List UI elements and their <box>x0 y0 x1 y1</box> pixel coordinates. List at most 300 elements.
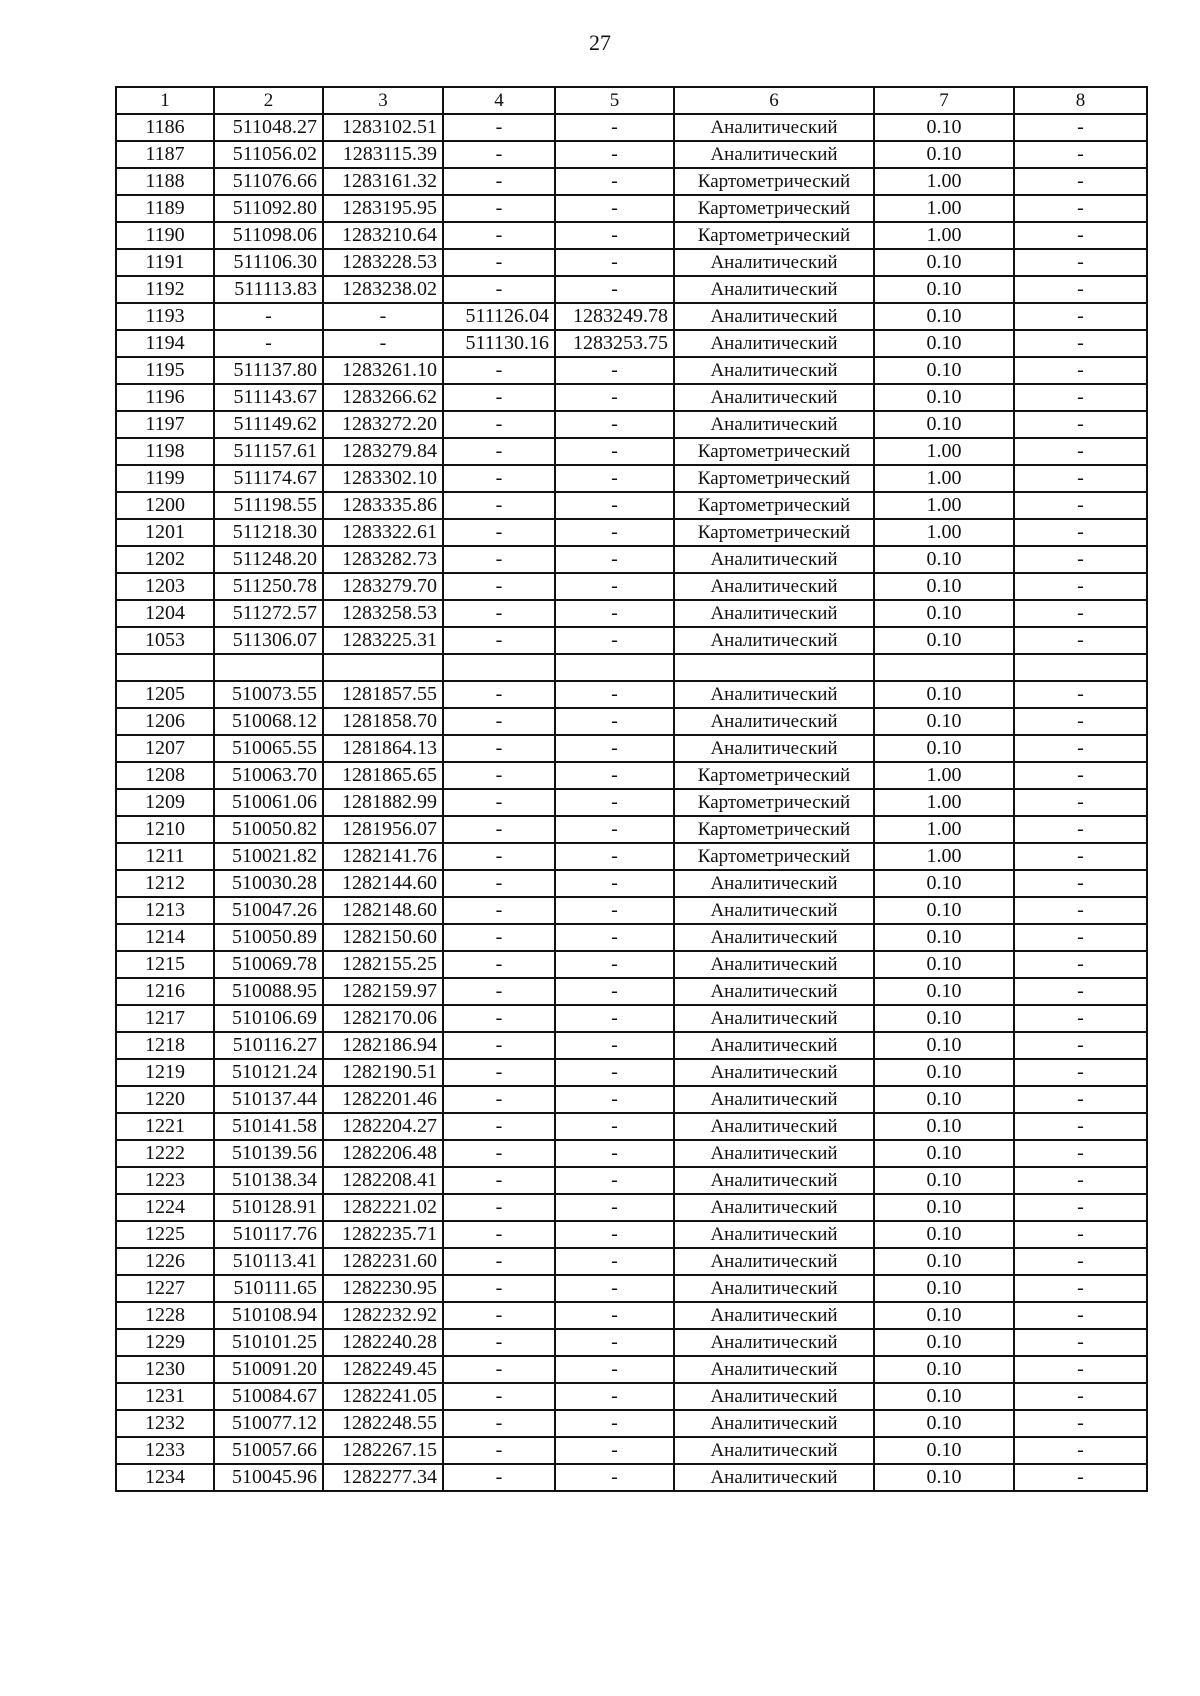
accuracy-cell: 1.00 <box>874 816 1014 843</box>
note-cell: - <box>1014 762 1147 789</box>
point-number-cell: 1222 <box>116 1140 214 1167</box>
point-number-cell: 1227 <box>116 1275 214 1302</box>
x-coordinate-alt-cell: - <box>443 573 555 600</box>
y-coordinate-cell: 1283322.61 <box>323 519 443 546</box>
x-coordinate-cell: 510021.82 <box>214 843 323 870</box>
table-row <box>116 330 1147 357</box>
point-number-cell: 1187 <box>116 141 214 168</box>
table-row <box>116 1140 1147 1167</box>
x-coordinate-cell: 511092.80 <box>214 195 323 222</box>
x-coordinate-alt-cell: - <box>443 1302 555 1329</box>
x-coordinate-alt-cell: - <box>443 1275 555 1302</box>
table-row <box>116 1194 1147 1221</box>
y-coordinate-alt-cell: - <box>555 465 674 492</box>
note-cell: - <box>1014 816 1147 843</box>
point-number-cell: 1217 <box>116 1005 214 1032</box>
point-number-cell: 1229 <box>116 1329 214 1356</box>
table-row <box>116 843 1147 870</box>
table-row <box>116 465 1147 492</box>
accuracy-cell: 0.10 <box>874 600 1014 627</box>
note-cell: - <box>1014 573 1147 600</box>
y-coordinate-cell: 1282230.95 <box>323 1275 443 1302</box>
accuracy-cell: 0.10 <box>874 411 1014 438</box>
method-cell: Аналитический <box>674 627 874 654</box>
method-cell: Аналитический <box>674 573 874 600</box>
y-coordinate-alt-cell: - <box>555 843 674 870</box>
method-cell: Аналитический <box>674 1302 874 1329</box>
x-coordinate-cell: 510069.78 <box>214 951 323 978</box>
note-cell: - <box>1014 438 1147 465</box>
y-coordinate-alt-cell: - <box>555 1005 674 1032</box>
table-row <box>116 708 1147 735</box>
x-coordinate-cell: 511218.30 <box>214 519 323 546</box>
y-coordinate-cell: 1282240.28 <box>323 1329 443 1356</box>
method-cell: Картометрический <box>674 492 874 519</box>
point-number-cell: 1226 <box>116 1248 214 1275</box>
y-coordinate-cell: 1282150.60 <box>323 924 443 951</box>
x-coordinate-alt-cell: - <box>443 1356 555 1383</box>
note-cell: - <box>1014 1356 1147 1383</box>
accuracy-cell: 0.10 <box>874 1383 1014 1410</box>
accuracy-cell: 0.10 <box>874 384 1014 411</box>
note-cell: - <box>1014 1140 1147 1167</box>
y-coordinate-alt-cell: - <box>555 1329 674 1356</box>
note-cell: - <box>1014 978 1147 1005</box>
x-coordinate-cell: 510073.55 <box>214 681 323 708</box>
y-coordinate-alt-cell: - <box>555 600 674 627</box>
table-row <box>116 897 1147 924</box>
y-coordinate-cell: 1281858.70 <box>323 708 443 735</box>
table-row <box>116 303 1147 330</box>
accuracy-cell: 0.10 <box>874 1329 1014 1356</box>
table-row <box>116 168 1147 195</box>
x-coordinate-cell: 511157.61 <box>214 438 323 465</box>
x-coordinate-alt-cell: - <box>443 411 555 438</box>
x-coordinate-cell <box>214 654 323 681</box>
point-number-cell: 1201 <box>116 519 214 546</box>
x-coordinate-cell: 510141.58 <box>214 1113 323 1140</box>
x-coordinate-alt-cell: - <box>443 438 555 465</box>
method-cell: Аналитический <box>674 384 874 411</box>
y-coordinate-cell: 1282190.51 <box>323 1059 443 1086</box>
point-number-cell: 1205 <box>116 681 214 708</box>
note-cell: - <box>1014 1113 1147 1140</box>
x-coordinate-alt-cell: - <box>443 870 555 897</box>
x-coordinate-cell: 510113.41 <box>214 1248 323 1275</box>
accuracy-cell: 0.10 <box>874 951 1014 978</box>
y-coordinate-alt-cell: - <box>555 195 674 222</box>
accuracy-cell: 0.10 <box>874 249 1014 276</box>
point-number-cell: 1211 <box>116 843 214 870</box>
table-row <box>116 1302 1147 1329</box>
x-coordinate-alt-cell: - <box>443 114 555 141</box>
accuracy-cell: 0.10 <box>874 1437 1014 1464</box>
y-coordinate-alt-cell: - <box>555 1221 674 1248</box>
note-cell: - <box>1014 951 1147 978</box>
x-coordinate-alt-cell: - <box>443 681 555 708</box>
x-coordinate-cell: 510101.25 <box>214 1329 323 1356</box>
method-cell: Аналитический <box>674 708 874 735</box>
method-cell: Аналитический <box>674 600 874 627</box>
x-coordinate-alt-cell: - <box>443 627 555 654</box>
method-cell: Картометрический <box>674 519 874 546</box>
table-row <box>116 276 1147 303</box>
table-row <box>116 1464 1147 1491</box>
note-cell: - <box>1014 1437 1147 1464</box>
x-coordinate-cell: 510088.95 <box>214 978 323 1005</box>
y-coordinate-alt-cell: - <box>555 1167 674 1194</box>
y-coordinate-alt-cell: - <box>555 438 674 465</box>
column-header-8: 8 <box>1014 87 1147 114</box>
method-cell: Картометрический <box>674 762 874 789</box>
y-coordinate-alt-cell: - <box>555 627 674 654</box>
y-coordinate-cell: 1283210.64 <box>323 222 443 249</box>
method-cell: Аналитический <box>674 1248 874 1275</box>
y-coordinate-cell: 1283161.32 <box>323 168 443 195</box>
accuracy-cell: 1.00 <box>874 195 1014 222</box>
point-number-cell: 1213 <box>116 897 214 924</box>
method-cell: Аналитический <box>674 951 874 978</box>
x-coordinate-cell: 511272.57 <box>214 600 323 627</box>
y-coordinate-alt-cell: - <box>555 1356 674 1383</box>
method-cell: Картометрический <box>674 168 874 195</box>
x-coordinate-cell: 511149.62 <box>214 411 323 438</box>
y-coordinate-alt-cell: - <box>555 1437 674 1464</box>
method-cell: Картометрический <box>674 465 874 492</box>
y-coordinate-cell: 1283261.10 <box>323 357 443 384</box>
point-number-cell: 1234 <box>116 1464 214 1491</box>
method-cell: Аналитический <box>674 141 874 168</box>
y-coordinate-alt-cell: - <box>555 1059 674 1086</box>
method-cell: Аналитический <box>674 1140 874 1167</box>
table-row <box>116 924 1147 951</box>
x-coordinate-alt-cell: - <box>443 1383 555 1410</box>
x-coordinate-alt-cell: - <box>443 1005 555 1032</box>
x-coordinate-cell: 510116.27 <box>214 1032 323 1059</box>
y-coordinate-alt-cell: - <box>555 789 674 816</box>
method-cell: Аналитический <box>674 1410 874 1437</box>
y-coordinate-alt-cell: - <box>555 114 674 141</box>
method-cell: Аналитический <box>674 1464 874 1491</box>
note-cell: - <box>1014 411 1147 438</box>
y-coordinate-cell: 1281864.13 <box>323 735 443 762</box>
method-cell: Аналитический <box>674 1113 874 1140</box>
accuracy-cell: 1.00 <box>874 168 1014 195</box>
note-cell: - <box>1014 708 1147 735</box>
accuracy-cell: 0.10 <box>874 681 1014 708</box>
y-coordinate-cell: 1283228.53 <box>323 249 443 276</box>
table-row <box>116 1059 1147 1086</box>
accuracy-cell: 0.10 <box>874 1005 1014 1032</box>
table-row <box>116 573 1147 600</box>
y-coordinate-alt-cell: - <box>555 816 674 843</box>
x-coordinate-alt-cell: - <box>443 843 555 870</box>
table-body <box>116 114 1147 1491</box>
table-row <box>116 870 1147 897</box>
y-coordinate-cell: 1282141.76 <box>323 843 443 870</box>
x-coordinate-cell: 511048.27 <box>214 114 323 141</box>
y-coordinate-alt-cell: - <box>555 897 674 924</box>
x-coordinate-alt-cell: - <box>443 1086 555 1113</box>
point-number-cell: 1206 <box>116 708 214 735</box>
y-coordinate-cell: 1282170.06 <box>323 1005 443 1032</box>
note-cell: - <box>1014 222 1147 249</box>
x-coordinate-alt-cell: - <box>443 249 555 276</box>
method-cell: Аналитический <box>674 1383 874 1410</box>
y-coordinate-cell: 1283102.51 <box>323 114 443 141</box>
point-number-cell: 1216 <box>116 978 214 1005</box>
note-cell: - <box>1014 1032 1147 1059</box>
x-coordinate-alt-cell: - <box>443 1113 555 1140</box>
y-coordinate-cell: 1281882.99 <box>323 789 443 816</box>
y-coordinate-alt-cell: - <box>555 1275 674 1302</box>
note-cell: - <box>1014 735 1147 762</box>
y-coordinate-cell: 1283282.73 <box>323 546 443 573</box>
x-coordinate-cell: 511250.78 <box>214 573 323 600</box>
point-number-cell: 1195 <box>116 357 214 384</box>
table-row <box>116 654 1147 681</box>
x-coordinate-alt-cell: - <box>443 168 555 195</box>
point-number-cell: 1230 <box>116 1356 214 1383</box>
method-cell: Аналитический <box>674 303 874 330</box>
table-row <box>116 1086 1147 1113</box>
y-coordinate-alt-cell: - <box>555 492 674 519</box>
point-number-cell: 1190 <box>116 222 214 249</box>
table-row <box>116 1005 1147 1032</box>
note-cell: - <box>1014 870 1147 897</box>
x-coordinate-cell: 511143.67 <box>214 384 323 411</box>
y-coordinate-alt-cell: - <box>555 1032 674 1059</box>
point-number-cell: 1204 <box>116 600 214 627</box>
note-cell: - <box>1014 141 1147 168</box>
x-coordinate-cell: 511137.80 <box>214 357 323 384</box>
header-row <box>116 87 1147 114</box>
accuracy-cell: 0.10 <box>874 303 1014 330</box>
column-header-6: 6 <box>674 87 874 114</box>
table-row <box>116 816 1147 843</box>
accuracy-cell: 0.10 <box>874 978 1014 1005</box>
y-coordinate-cell: 1282231.60 <box>323 1248 443 1275</box>
x-coordinate-alt-cell: - <box>443 1410 555 1437</box>
accuracy-cell: 0.10 <box>874 1302 1014 1329</box>
accuracy-cell: 0.10 <box>874 1140 1014 1167</box>
note-cell: - <box>1014 1464 1147 1491</box>
method-cell: Аналитический <box>674 978 874 1005</box>
method-cell: Аналитический <box>674 114 874 141</box>
method-cell: Аналитический <box>674 1221 874 1248</box>
note-cell: - <box>1014 492 1147 519</box>
note-cell: - <box>1014 1410 1147 1437</box>
y-coordinate-cell: 1282277.34 <box>323 1464 443 1491</box>
x-coordinate-alt-cell: - <box>443 600 555 627</box>
accuracy-cell: 0.10 <box>874 330 1014 357</box>
accuracy-cell: 1.00 <box>874 465 1014 492</box>
y-coordinate-alt-cell: - <box>555 1383 674 1410</box>
x-coordinate-alt-cell: - <box>443 1221 555 1248</box>
x-coordinate-alt-cell: - <box>443 789 555 816</box>
y-coordinate-alt-cell: - <box>555 519 674 546</box>
table-row <box>116 438 1147 465</box>
method-cell <box>674 654 874 681</box>
accuracy-cell: 0.10 <box>874 114 1014 141</box>
x-coordinate-cell: 510117.76 <box>214 1221 323 1248</box>
table-row <box>116 1383 1147 1410</box>
x-coordinate-alt-cell: - <box>443 897 555 924</box>
x-coordinate-cell: 511076.66 <box>214 168 323 195</box>
y-coordinate-alt-cell: - <box>555 1410 674 1437</box>
x-coordinate-alt-cell: - <box>443 465 555 492</box>
y-coordinate-cell: 1282206.48 <box>323 1140 443 1167</box>
x-coordinate-cell: 510111.65 <box>214 1275 323 1302</box>
y-coordinate-alt-cell: - <box>555 222 674 249</box>
y-coordinate-alt-cell: - <box>555 681 674 708</box>
y-coordinate-cell: 1283302.10 <box>323 465 443 492</box>
table-row <box>116 1248 1147 1275</box>
x-coordinate-cell: - <box>214 303 323 330</box>
x-coordinate-cell: 511098.06 <box>214 222 323 249</box>
table-row <box>116 789 1147 816</box>
point-number-cell: 1202 <box>116 546 214 573</box>
table-row <box>116 1410 1147 1437</box>
table-row <box>116 195 1147 222</box>
method-cell: Аналитический <box>674 411 874 438</box>
accuracy-cell: 1.00 <box>874 789 1014 816</box>
accuracy-cell: 0.10 <box>874 870 1014 897</box>
x-coordinate-cell: 510030.28 <box>214 870 323 897</box>
point-number-cell: 1053 <box>116 627 214 654</box>
method-cell: Аналитический <box>674 276 874 303</box>
table-row <box>116 222 1147 249</box>
x-coordinate-cell: 510084.67 <box>214 1383 323 1410</box>
note-cell: - <box>1014 1302 1147 1329</box>
method-cell: Аналитический <box>674 1194 874 1221</box>
x-coordinate-cell: 510047.26 <box>214 897 323 924</box>
accuracy-cell: 0.10 <box>874 1194 1014 1221</box>
y-coordinate-alt-cell: - <box>555 357 674 384</box>
table-row <box>116 1113 1147 1140</box>
accuracy-cell: 0.10 <box>874 276 1014 303</box>
x-coordinate-alt-cell: - <box>443 492 555 519</box>
method-cell: Картометрический <box>674 816 874 843</box>
x-coordinate-alt-cell: - <box>443 735 555 762</box>
method-cell: Аналитический <box>674 924 874 951</box>
x-coordinate-cell: 510128.91 <box>214 1194 323 1221</box>
point-number-cell: 1219 <box>116 1059 214 1086</box>
table-row <box>116 384 1147 411</box>
table-row <box>116 546 1147 573</box>
note-cell: - <box>1014 195 1147 222</box>
table-row <box>116 1356 1147 1383</box>
table-row <box>116 978 1147 1005</box>
table-row <box>116 627 1147 654</box>
table-row <box>116 1032 1147 1059</box>
accuracy-cell: 0.10 <box>874 1275 1014 1302</box>
y-coordinate-cell: 1281865.65 <box>323 762 443 789</box>
x-coordinate-alt-cell: 511126.04 <box>443 303 555 330</box>
y-coordinate-alt-cell: - <box>555 384 674 411</box>
y-coordinate-alt-cell: 1283249.78 <box>555 303 674 330</box>
accuracy-cell: 1.00 <box>874 222 1014 249</box>
y-coordinate-cell: 1283335.86 <box>323 492 443 519</box>
note-cell: - <box>1014 1194 1147 1221</box>
point-number-cell: 1223 <box>116 1167 214 1194</box>
method-cell: Аналитический <box>674 1167 874 1194</box>
x-coordinate-alt-cell: - <box>443 1329 555 1356</box>
method-cell: Картометрический <box>674 438 874 465</box>
table-row <box>116 411 1147 438</box>
y-coordinate-alt-cell: - <box>555 1113 674 1140</box>
y-coordinate-cell: 1282249.45 <box>323 1356 443 1383</box>
x-coordinate-alt-cell: - <box>443 222 555 249</box>
point-number-cell: 1212 <box>116 870 214 897</box>
method-cell: Аналитический <box>674 330 874 357</box>
note-cell: - <box>1014 1275 1147 1302</box>
table-row <box>116 735 1147 762</box>
note-cell: - <box>1014 303 1147 330</box>
table-row <box>116 762 1147 789</box>
table-header <box>116 87 1147 114</box>
point-number-cell: 1203 <box>116 573 214 600</box>
x-coordinate-cell: 510108.94 <box>214 1302 323 1329</box>
y-coordinate-cell: 1282232.92 <box>323 1302 443 1329</box>
x-coordinate-alt-cell: - <box>443 546 555 573</box>
y-coordinate-cell: 1282201.46 <box>323 1086 443 1113</box>
x-coordinate-cell: 510057.66 <box>214 1437 323 1464</box>
y-coordinate-cell: 1282267.15 <box>323 1437 443 1464</box>
y-coordinate-alt-cell: - <box>555 708 674 735</box>
y-coordinate-cell: 1282221.02 <box>323 1194 443 1221</box>
x-coordinate-alt-cell: - <box>443 1248 555 1275</box>
column-header-1: 1 <box>116 87 214 114</box>
point-number-cell: 1208 <box>116 762 214 789</box>
point-number-cell: 1218 <box>116 1032 214 1059</box>
x-coordinate-alt-cell: - <box>443 1032 555 1059</box>
accuracy-cell: 0.10 <box>874 357 1014 384</box>
method-cell: Картометрический <box>674 843 874 870</box>
y-coordinate-alt-cell: - <box>555 1194 674 1221</box>
accuracy-cell: 0.10 <box>874 708 1014 735</box>
method-cell: Аналитический <box>674 357 874 384</box>
y-coordinate-cell: 1283258.53 <box>323 600 443 627</box>
accuracy-cell: 0.10 <box>874 1464 1014 1491</box>
method-cell: Аналитический <box>674 1275 874 1302</box>
point-number-cell: 1233 <box>116 1437 214 1464</box>
point-number-cell: 1186 <box>116 114 214 141</box>
point-number-cell: 1199 <box>116 465 214 492</box>
table-row <box>116 1437 1147 1464</box>
accuracy-cell: 0.10 <box>874 1221 1014 1248</box>
note-cell: - <box>1014 357 1147 384</box>
x-coordinate-cell: 511198.55 <box>214 492 323 519</box>
accuracy-cell: 0.10 <box>874 141 1014 168</box>
note-cell: - <box>1014 1248 1147 1275</box>
x-coordinate-cell: 511248.20 <box>214 546 323 573</box>
y-coordinate-alt-cell: - <box>555 1464 674 1491</box>
point-number-cell: 1225 <box>116 1221 214 1248</box>
method-cell: Аналитический <box>674 546 874 573</box>
table-row <box>116 1275 1147 1302</box>
x-coordinate-cell: 510061.06 <box>214 789 323 816</box>
y-coordinate-alt-cell: - <box>555 951 674 978</box>
method-cell: Аналитический <box>674 1005 874 1032</box>
note-cell: - <box>1014 330 1147 357</box>
x-coordinate-alt-cell: - <box>443 195 555 222</box>
point-number-cell: 1194 <box>116 330 214 357</box>
x-coordinate-alt-cell: - <box>443 141 555 168</box>
y-coordinate-cell: 1283272.20 <box>323 411 443 438</box>
note-cell: - <box>1014 924 1147 951</box>
y-coordinate-alt-cell: - <box>555 141 674 168</box>
